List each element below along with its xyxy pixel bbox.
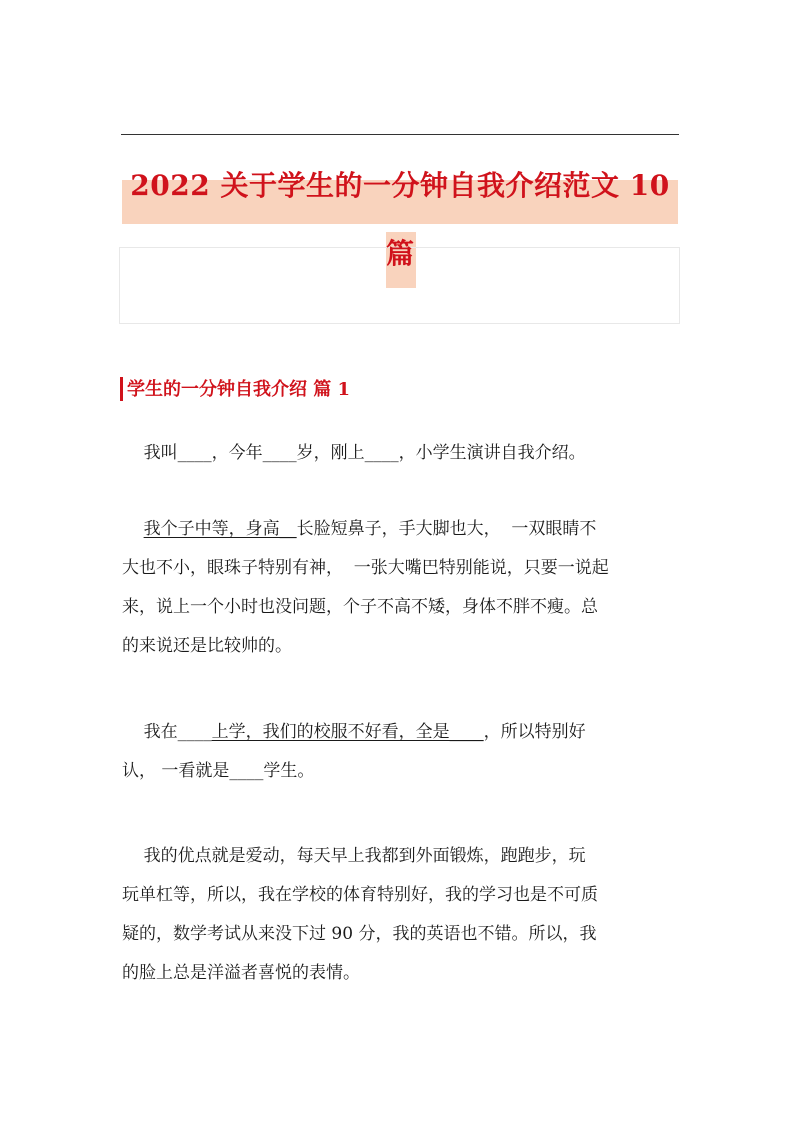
paragraph-3 bbox=[122, 713, 688, 791]
paragraph-line: 玩单杠等，所以，我在学校的体育特别好，我的学习也是不可质 bbox=[122, 885, 598, 905]
underlined-text: 上学，我们的校服不好看，全是____ bbox=[211, 722, 484, 742]
text-run: 我在____ bbox=[122, 722, 212, 742]
top-divider bbox=[121, 134, 679, 135]
paragraph-line: 的脸上总是洋溢者喜悦的表情。 bbox=[122, 963, 360, 983]
paragraph-2 bbox=[122, 510, 688, 666]
section-heading: 学生的一分钟自我介绍 篇 1 bbox=[127, 379, 351, 400]
text-run: 长脸短鼻子，手大脚也大， 一双眼睛不 bbox=[296, 519, 597, 539]
indent bbox=[122, 519, 144, 539]
paragraph-line: 我叫____，今年____岁，刚上____，小学生演讲自我介绍。 bbox=[122, 443, 586, 463]
paragraph-line: 的来说还是比较帅的。 bbox=[122, 636, 292, 656]
paragraph-line: 我的优点就是爱动，每天早上我都到外面锻炼，跑跑步，玩 bbox=[122, 846, 586, 866]
paragraph-line: 来，说上一个小时也没问题，个子不高不矮，身体不胖不瘦。总 bbox=[122, 597, 598, 617]
underlined-text: 我个子中等，身高__ bbox=[143, 519, 297, 539]
text-run: ，所以特别好 bbox=[483, 722, 586, 742]
paragraph-line: 大也不小，眼珠子特别有神， 一张大嘴巴特别能说，只要一说起 bbox=[122, 558, 609, 578]
document-title-line-1: 2022 关于学生的一分钟自我介绍范文 10 bbox=[130, 169, 670, 202]
paragraph-line bbox=[122, 713, 688, 752]
document-title-line-2: 篇 bbox=[385, 237, 414, 270]
paragraph-1 bbox=[122, 434, 688, 473]
paragraph-4 bbox=[122, 837, 688, 993]
paragraph-line bbox=[122, 510, 688, 549]
paragraph-line: 认， 一看就是____学生。 bbox=[122, 761, 315, 781]
paragraph-line: 疑的，数学考试从来没下过 90 分，我的英语也不错。所以，我 bbox=[122, 924, 597, 944]
